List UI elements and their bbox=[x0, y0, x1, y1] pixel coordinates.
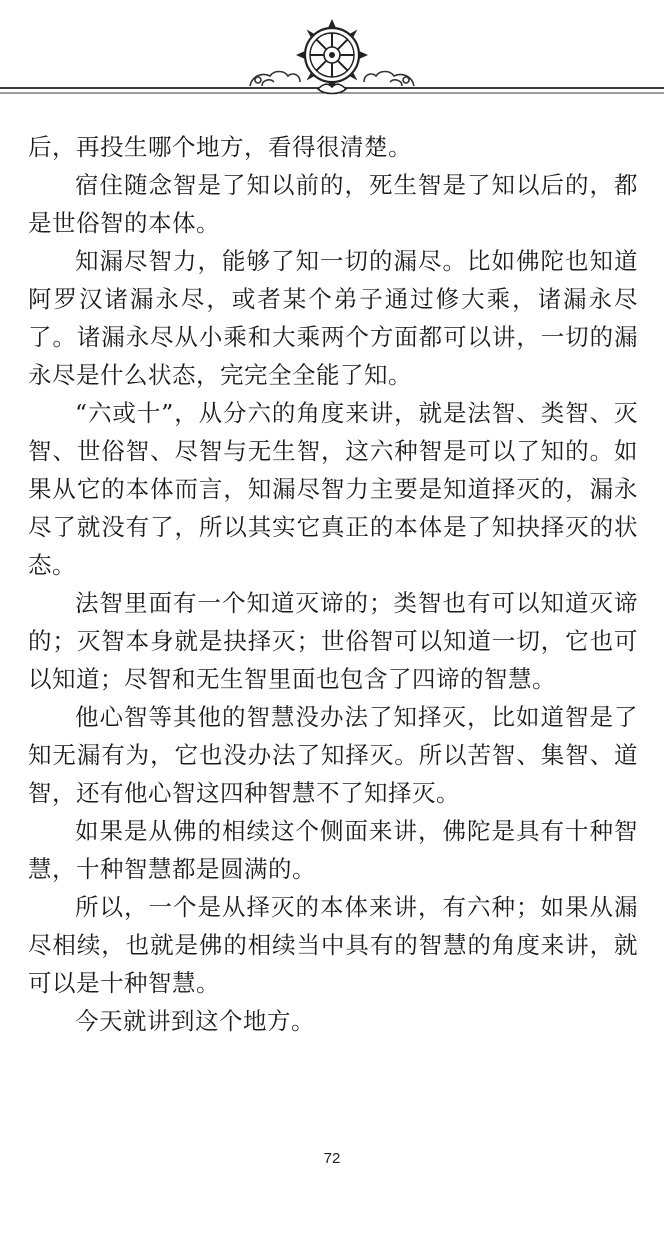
paragraph: 法智里面有一个知道灭谛的；类智也有可以知道灭谛的；灭智本身就是抉择灭；世俗智可以知道一切，它也可以知道；尽智和无生智里面也包含了四谛的智慧。 bbox=[28, 589, 638, 693]
header-ornament bbox=[0, 0, 664, 110]
paragraph: 今天就讲到这个地方。 bbox=[75, 1007, 315, 1035]
page-header bbox=[0, 0, 664, 110]
paragraph-continuation: 后，再投生哪个地方，看得很清楚。 bbox=[28, 133, 412, 161]
paragraph: 宿住随念智是了知以前的，死生智是了知以后的，都是世俗智的本体。 bbox=[28, 171, 638, 237]
left-cloud-icon bbox=[250, 72, 300, 87]
right-cloud-icon bbox=[364, 72, 414, 87]
paragraph: “六或十”，从分六的角度来讲，就是法智、类智、灭智、世俗智、尽智与无生智，这六种智是可以了知的。如果从它的本体而言，知漏尽智力主要是知道择灭的，漏永尽了就没有了，所以其实它真正的本体是了知抉择灭的状态。 bbox=[28, 399, 638, 579]
page-number: 72 bbox=[323, 1150, 341, 1167]
dharma-wheel-icon bbox=[296, 19, 368, 94]
paragraph: 知漏尽智力，能够了知一切的漏尽。比如佛陀也知道阿罗汉诸漏永尽，或者某个弟子通过修大乘，诸漏永尽了。诸漏永尽从小乘和大乘两个方面都可以讲，一切的漏永尽是什么状态，完完全全能了知。 bbox=[28, 247, 638, 389]
paragraph: 所以，一个是从择灭的本体来讲，有六种；如果从漏尽相续，也就是佛的相续当中具有的智慧的角度来讲，就可以是十种智慧。 bbox=[28, 893, 638, 997]
paragraph: 他心智等其他的智慧没办法了知择灭，比如道智是了知无漏有为，它也没办法了知择灭。所以苦智、集智、道智，还有他心智这四种智慧不了知择灭。 bbox=[28, 703, 638, 807]
paragraph: 如果是从佛的相续这个侧面来讲，佛陀是具有十种智慧，十种智慧都是圆满的。 bbox=[28, 817, 638, 883]
page-body bbox=[28, 128, 638, 1040]
